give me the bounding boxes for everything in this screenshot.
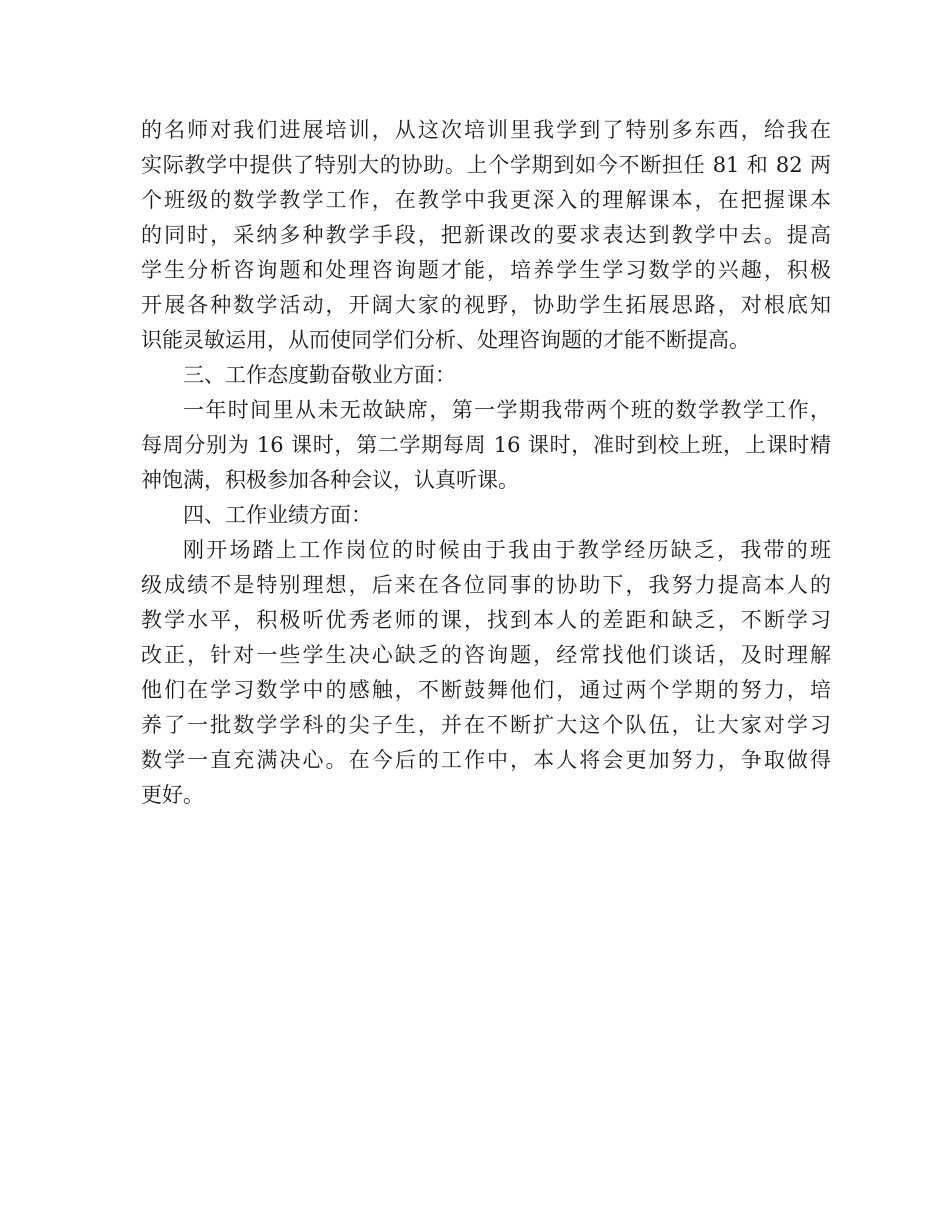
- paragraph-line: 级成绩不是特别理想，后来在各位同事的协助下，我努力提高本人的: [141, 573, 831, 597]
- section-heading: 四、工作业绩方面：: [183, 503, 372, 527]
- paragraph-line: 神饱满，积极参加各种会议，认真听课。: [141, 468, 519, 492]
- paragraph-line: 改正，针对一些学生决心缺乏的咨询题，经常找他们谈话，及时理解: [141, 643, 831, 667]
- paragraph-line: 一年时间里从未无故缺席，第一学期我带两个班的数学教学工作，: [183, 398, 831, 422]
- section-heading: 三、工作态度勤奋敬业方面：: [183, 363, 456, 387]
- paragraph-line: 养了一批数学学科的尖子生，并在不断扩大这个队伍，让大家对学习: [141, 713, 831, 737]
- paragraph-line: 更好。: [141, 783, 204, 807]
- paragraph-line: 教学水平，积极听优秀老师的课，找到本人的差距和缺乏，不断学习: [141, 608, 831, 632]
- paragraph-line: 的同时，采纳多种教学手段，把新课改的要求表达到教学中去。提高: [141, 223, 831, 247]
- paragraph-line: 实际教学中提供了特别大的协助。上个学期到如今不断担任 81 和 82 两: [141, 153, 831, 177]
- paragraph-line: 他们在学习数学中的感触，不断鼓舞他们，通过两个学期的努力，培: [141, 678, 831, 702]
- paragraph-line: 刚开场踏上工作岗位的时候由于我由于教学经历缺乏，我带的班: [183, 538, 831, 562]
- document-body: [141, 113, 831, 813]
- paragraph-line: 学生分析咨询题和处理咨询题才能，培养学生学习数学的兴趣，积极: [141, 258, 831, 282]
- paragraph-line: 识能灵敏运用，从而使同学们分析、处理咨询题的才能不断提高。: [141, 328, 750, 352]
- paragraph-line: 的名师对我们进展培训，从这次培训里我学到了特别多东西，给我在: [141, 118, 831, 142]
- paragraph-line: 数学一直充满决心。在今后的工作中，本人将会更加努力，争取做得: [141, 748, 831, 772]
- paragraph-line: 个班级的数学教学工作，在教学中我更深入的理解课本，在把握课本: [141, 188, 831, 212]
- paragraph-line: 开展各种数学活动，开阔大家的视野，协助学生拓展思路，对根底知: [141, 293, 831, 317]
- paragraph-line: 每周分别为 16 课时，第二学期每周 16 课时，准时到校上班，上课时精: [141, 433, 831, 457]
